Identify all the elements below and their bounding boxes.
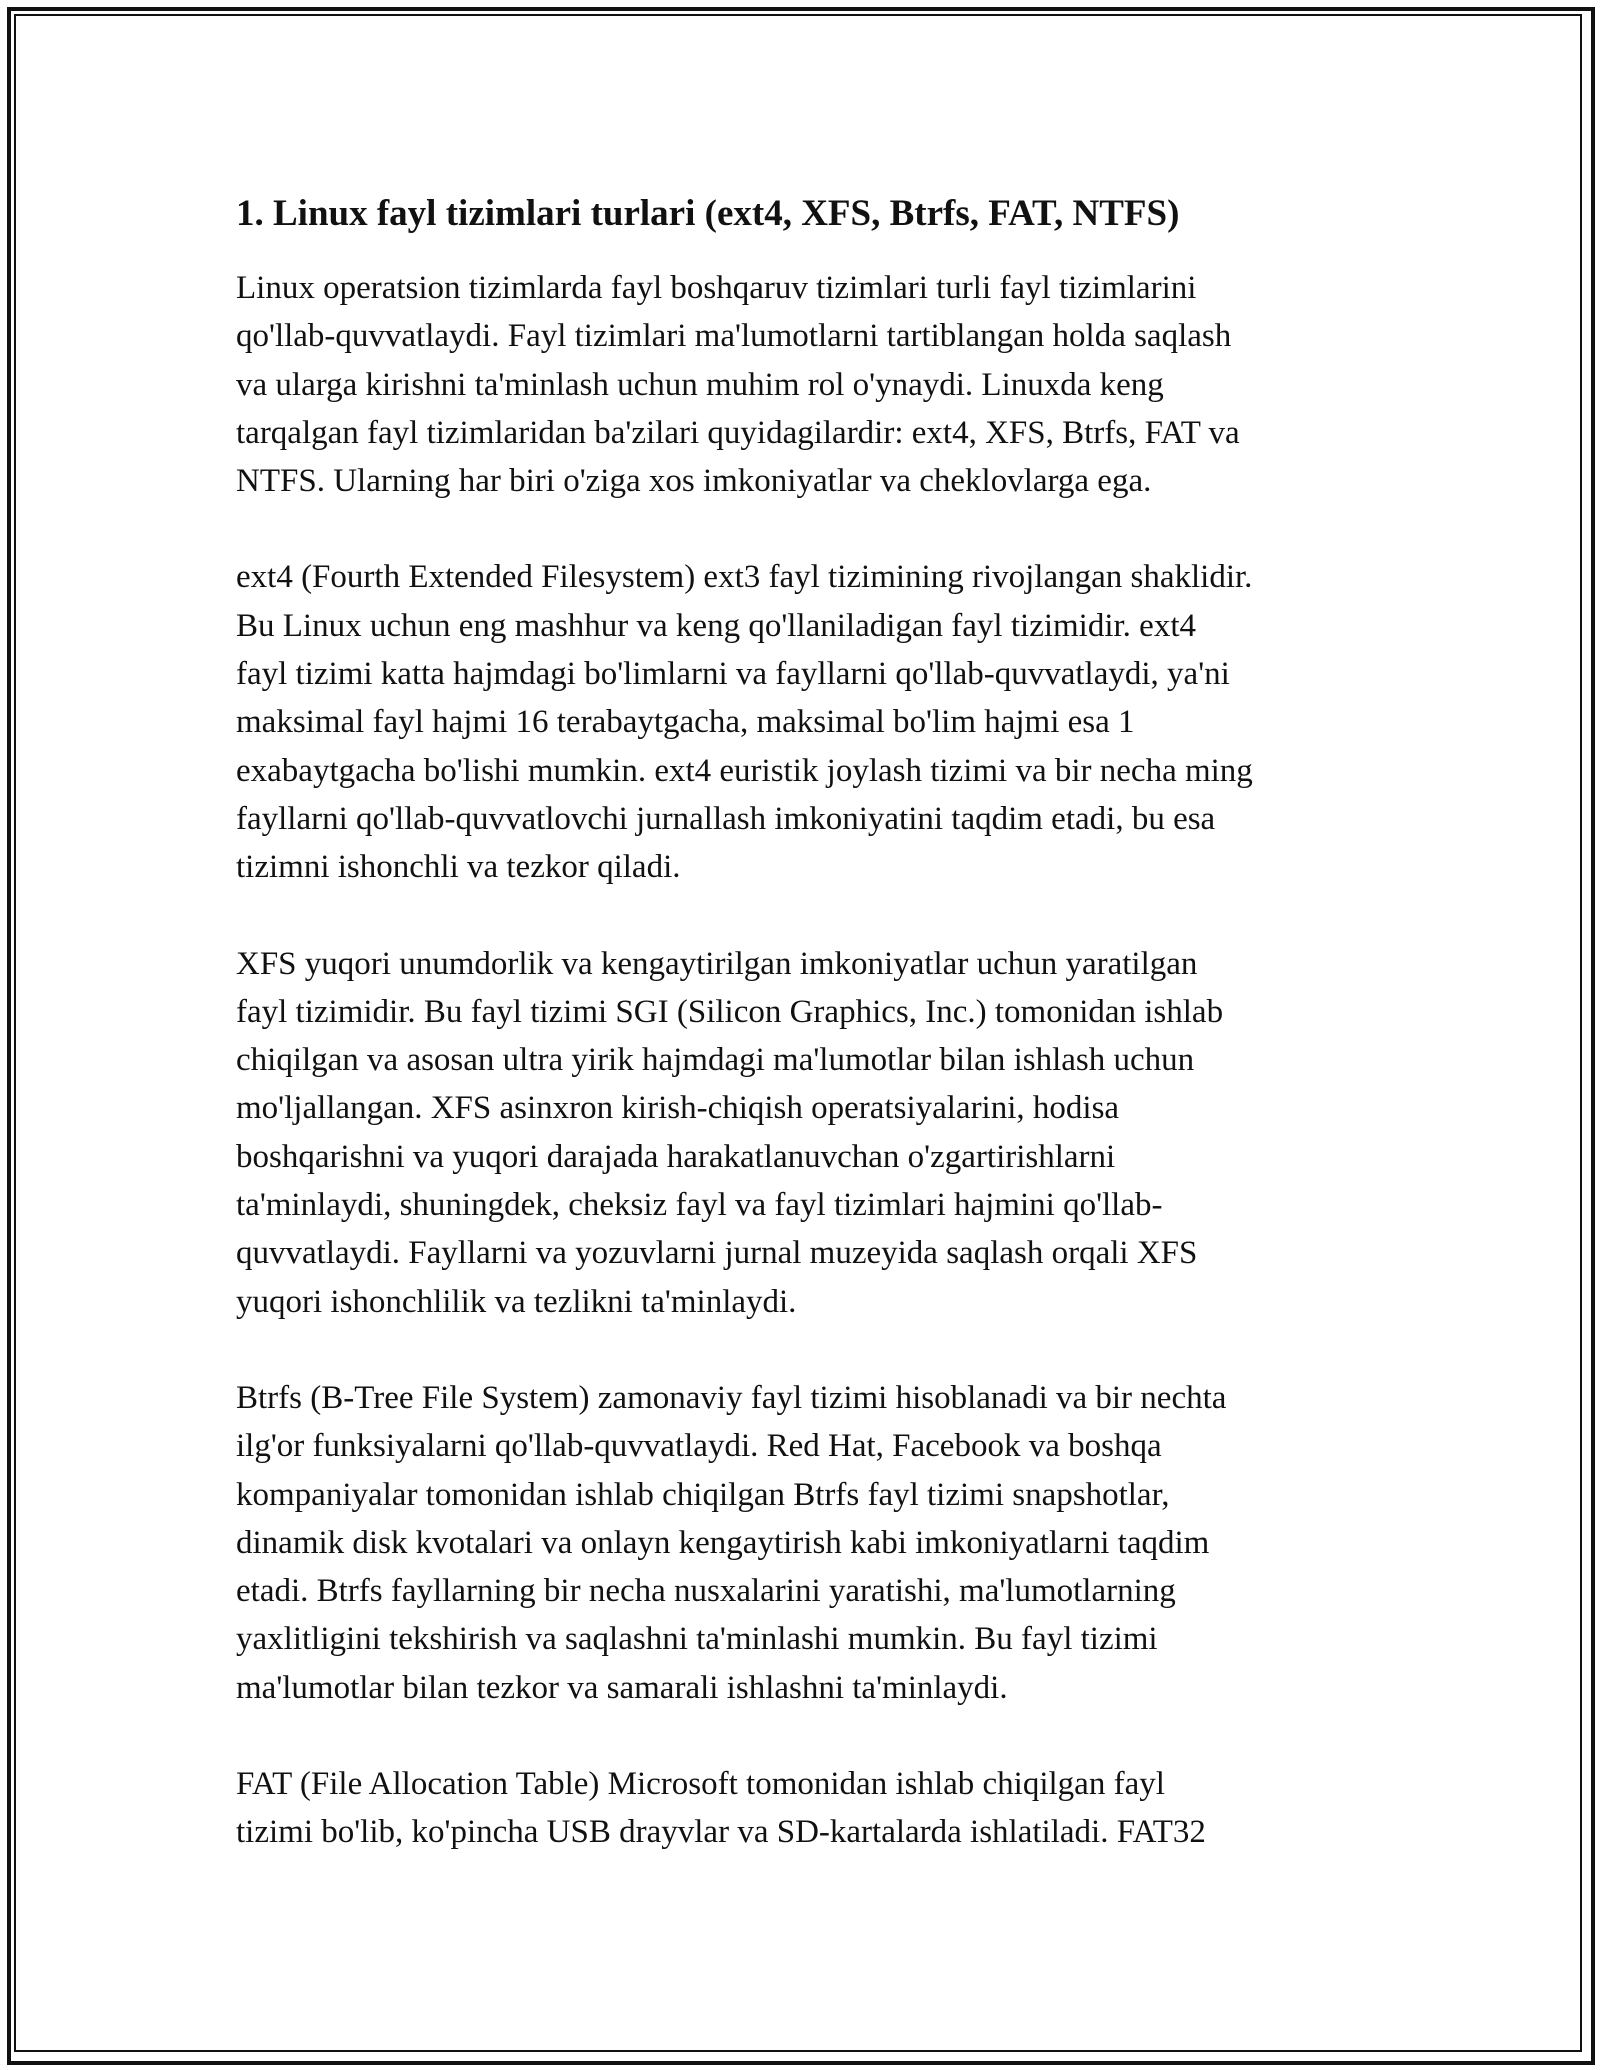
text-line: Bu Linux uchun eng mashhur va keng qo'llaniladigan fayl tizimidir. ext4 (236, 607, 1196, 644)
text-line: maksimal fayl hajmi 16 terabaytgacha, maksimal bo'lim hajmi esa 1 (236, 704, 1135, 741)
document-body (236, 186, 1386, 1905)
text-line: exabaytgacha bo'lishi mumkin. ext4 euristik joylash tizimi va bir necha ming (236, 752, 1253, 789)
text-line: ma'lumotlar bilan tezkor va samarali ishlashni ta'minlaydi. (236, 1669, 1008, 1706)
text-line: fayllarni qo'llab-quvvatlovchi jurnallash imkoniyatini taqdim etadi, bu esa (236, 800, 1216, 837)
text-line: yaxlitligini tekshirish va saqlashni ta'minlashi mumkin. Bu fayl tizimi (236, 1621, 1158, 1658)
text-line: kompaniyalar tomonidan ishlab chiqilgan Btrfs fayl tizimi snapshotlar, (236, 1476, 1170, 1513)
text-line: tizimi bo'lib, ko'pincha USB drayvlar va SD-kartalarda ishlatiladi. FAT32 (236, 1814, 1206, 1851)
text-line: ext4 (Fourth Extended Filesystem) ext3 fayl tizimining rivojlangan shaklidir. (236, 559, 1253, 596)
text-line: Linux operatsion tizimlarda fayl boshqaruv tizimlari turli fayl tizimlarini (236, 270, 1197, 306)
paragraph-xfs (236, 940, 1386, 1326)
text-line: boshqarishni va yuqori darajada harakatlanuvchan o'zgartirishlarni (236, 1138, 1116, 1175)
text-line: tarqalgan fayl tizimlaridan ba'zilari quyidagilardir: ext4, XFS, Btrfs, FAT va (236, 414, 1240, 451)
text-line: yuqori ishonchlilik va tezlikni ta'minlaydi. (236, 1283, 797, 1320)
text-line: qo'llab-quvvatlaydi. Fayl tizimlari ma'lumotlarni tartiblangan holda saqlash (236, 318, 1232, 355)
paragraph-fat (236, 1760, 1386, 1857)
text-line: XFS yuqori unumdorlik va kengaytirilgan imkoniyatlar uchun yaratilgan (236, 945, 1198, 982)
text-line: NTFS. Ularning har biri o'ziga xos imkoniyatlar va cheklovlarga ega. (236, 463, 1152, 500)
text-line: dinamik disk kvotalari va onlayn kengaytirish kabi imkoniyatlarni taqdim (236, 1524, 1210, 1561)
text-line: FAT (File Allocation Table) Microsoft tomonidan ishlab chiqilgan fayl (236, 1766, 1165, 1803)
text-line: fayl tizimidir. Bu fayl tizimi SGI (Silicon Graphics, Inc.) tomonidan ishlab (236, 993, 1224, 1030)
paragraph-btrfs (236, 1374, 1386, 1712)
text-line: tizimni ishonchli va tezkor qiladi. (236, 849, 681, 886)
paragraph-intro (236, 264, 1386, 505)
text-line: quvvatlaydi. Fayllarni va yozuvlarni jurnal muzeyida saqlash orqali XFS (236, 1235, 1198, 1272)
text-line: Btrfs (B-Tree File System) zamonaviy fayl tizimi hisoblanadi va bir nechta (236, 1379, 1227, 1416)
document-title: 1. Linux fayl tizimlari turlari (ext4, XFS, Btrfs, FAT, NTFS) (236, 193, 1180, 234)
text-line: fayl tizimi katta hajmdagi bo'limlarni va fayllarni qo'llab-quvvatlaydi, ya'ni (236, 656, 1230, 693)
text-line: ilg'or funksiyalarni qo'llab-quvvatlaydi. Red Hat, Facebook va boshqa (236, 1428, 1162, 1465)
text-line: mo'ljallangan. XFS asinxron kirish-chiqish operatsiyalarini, hodisa (236, 1090, 1120, 1127)
text-line: etadi. Btrfs fayllarning bir necha nusxalarini yaratishi, ma'lumotlarning (236, 1573, 1176, 1610)
text-line: va ularga kirishni ta'minlash uchun muhim rol o'ynaydi. Linuxda keng (236, 366, 1164, 403)
text-line: ta'minlaydi, shuningdek, cheksiz fayl va fayl tizimlari hajmini qo'llab- (236, 1187, 1163, 1224)
text-line: chiqilgan va asosan ultra yirik hajmdagi ma'lumotlar bilan ishlash uchun (236, 1042, 1195, 1079)
paragraph-ext4 (236, 553, 1386, 891)
